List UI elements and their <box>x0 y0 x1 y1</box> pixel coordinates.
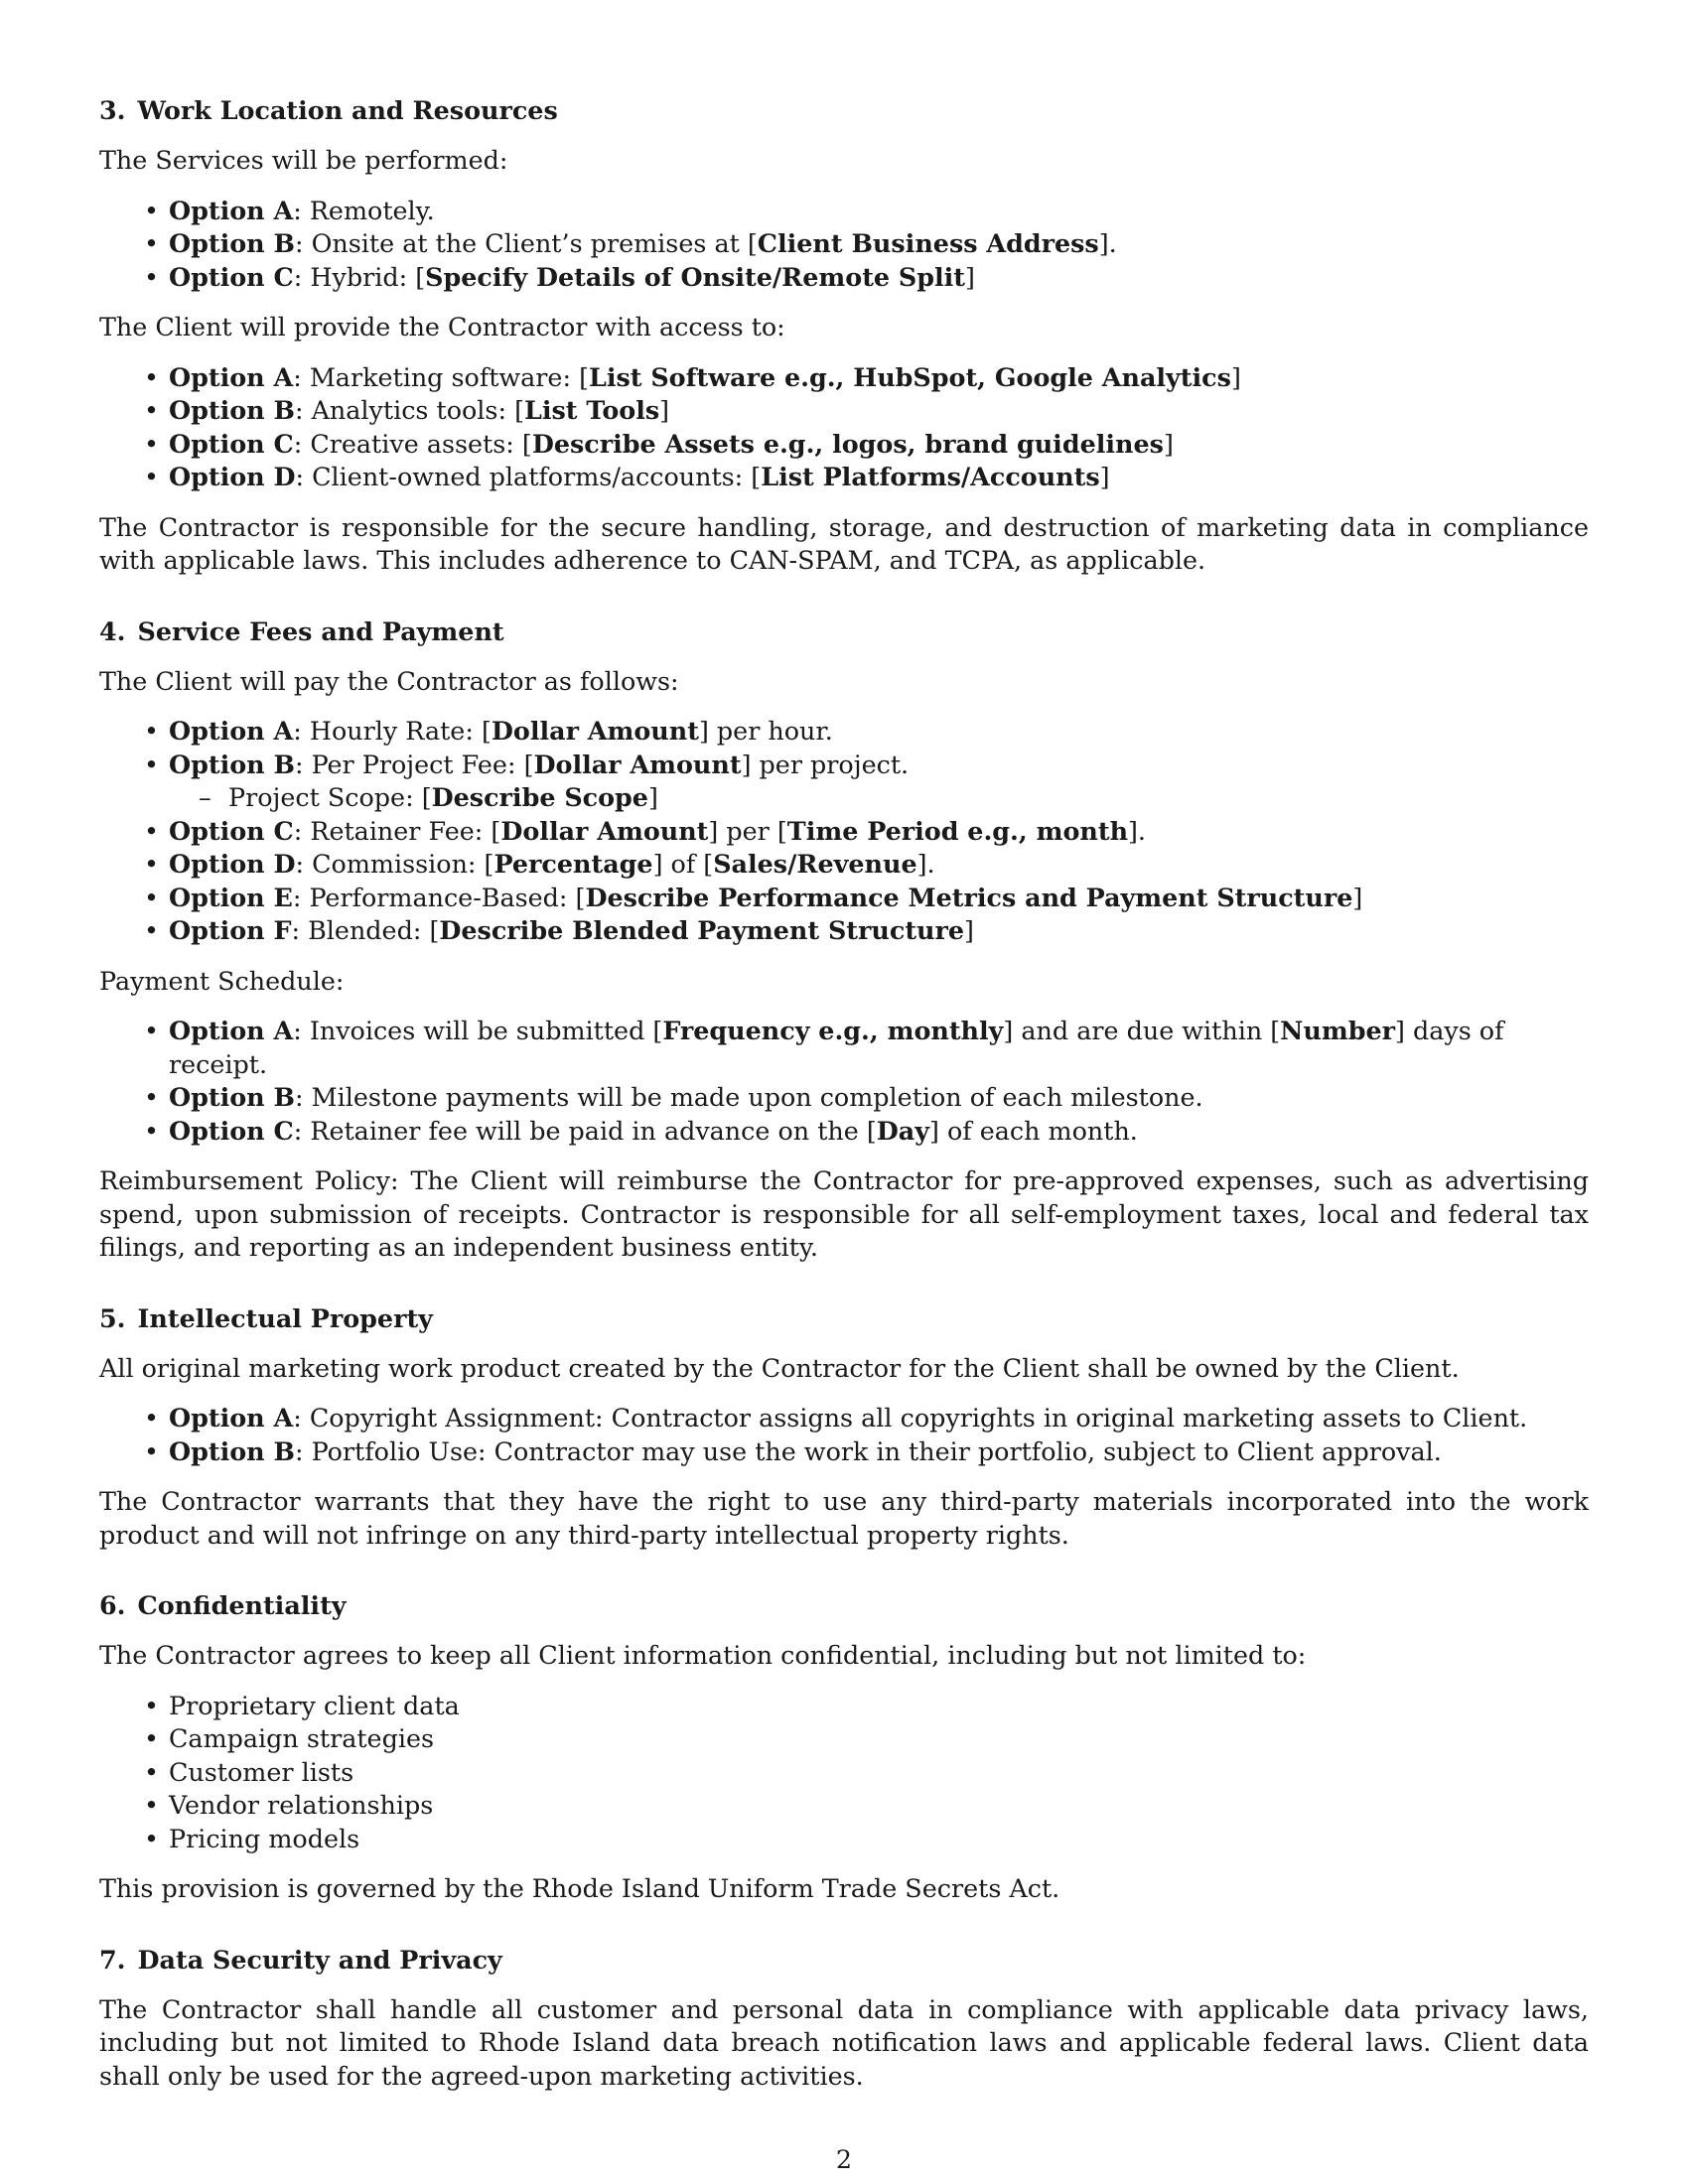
option-item <box>169 1402 1589 1435</box>
option-item <box>169 394 1589 428</box>
section-intro-secondary: The Client will provide the Contractor with access to: <box>99 312 785 341</box>
section-title: Work Location and Resources <box>137 95 558 125</box>
section-intro: The Contractor agrees to keep all Client information confidential, including but not limited to: <box>99 1640 1307 1670</box>
section-6 <box>99 1589 1589 1906</box>
section-7 <box>99 1944 1589 2094</box>
option-label: Option D <box>169 849 296 879</box>
option-item <box>169 261 1589 295</box>
item-list <box>99 1690 1589 1856</box>
list-item: • Customer lists <box>169 1756 1589 1790</box>
option-text: : Remotely. <box>293 195 435 225</box>
option-text: : Copyright Assignment: Contractor assigns all copyrights in original marketing assets to Client. <box>293 1403 1528 1433</box>
option-list <box>99 1402 1589 1468</box>
section-3 <box>99 94 1589 578</box>
option-label: Option C <box>169 815 294 846</box>
option-label: Option C <box>169 261 294 292</box>
option-list <box>99 361 1589 494</box>
option-label: Option A <box>169 1403 294 1433</box>
placeholder-field: Dollar Amount <box>500 815 709 846</box>
option-label: Option B <box>169 1082 295 1112</box>
placeholder-field: List Software e.g., HubSpot, Google Analytics <box>588 361 1231 392</box>
section-heading <box>99 615 1589 648</box>
option-item <box>169 715 1589 749</box>
placeholder-field: List Platforms/Accounts <box>761 462 1100 491</box>
sub-item <box>228 781 1589 815</box>
list-item: • Vendor relationships <box>169 1789 1589 1823</box>
placeholder-field: Describe Performance Metrics and Payment Structure <box>585 882 1353 912</box>
option-label: Option A <box>169 195 294 225</box>
section-intro: The Client will pay the Contractor as follows: <box>99 665 679 696</box>
option-label: Option C <box>169 428 294 459</box>
option-text: : Marketing software: [ <box>293 361 589 392</box>
option-label: Option A <box>169 1016 294 1045</box>
option-text: : Commission: [ <box>295 849 494 879</box>
option-item <box>169 461 1589 494</box>
section-title: Intellectual Property <box>137 1302 433 1333</box>
list-item: • Campaign strategies <box>169 1722 1589 1756</box>
document-page <box>99 94 1589 2130</box>
option-text: : Hybrid: [ <box>293 261 426 292</box>
page-number: 2 <box>835 2144 853 2174</box>
placeholder-field: Day <box>876 1115 929 1146</box>
option-list <box>99 1015 1589 1148</box>
option-text: ] <box>1099 462 1110 491</box>
option-item <box>169 195 1589 228</box>
placeholder-field: Describe Blended Payment Structure <box>439 915 965 945</box>
option-item <box>169 428 1589 462</box>
option-label: Option B <box>169 395 295 425</box>
option-text: : Portfolio Use: Contractor may use the work in their portfolio, subject to Client approval. <box>294 1435 1442 1466</box>
placeholder-field: Specify Details of Onsite/Remote Split <box>425 261 966 292</box>
placeholder-field: Frequency e.g., monthly <box>662 1016 1004 1045</box>
option-text: ] <box>964 915 974 945</box>
option-text: : Invoices will be submitted [ <box>293 1016 663 1045</box>
section-closing: The Contractor warrants that they have the right to use any third-party materials incorporated into the work product and will not infringe on any third-party intellectual property rights. <box>99 1486 1589 1550</box>
option-label: Option A <box>169 716 294 746</box>
section-number: 4. <box>99 615 126 646</box>
option-item <box>169 882 1589 915</box>
option-text: : Analytics tools: [ <box>294 395 524 425</box>
placeholder-field: Sales/Revenue <box>713 849 917 879</box>
section-title: Data Security and Privacy <box>137 1944 502 1975</box>
placeholder-field: Dollar Amount <box>491 716 699 746</box>
option-label: Option E <box>169 882 293 912</box>
placeholder-field: Client Business Address <box>757 228 1099 258</box>
option-text: ] per project. <box>741 749 910 779</box>
placeholder-field: Describe Scope <box>431 782 648 812</box>
section-number: 5. <box>99 1302 126 1333</box>
option-label: Option F <box>169 915 292 945</box>
section-title: Service Fees and Payment <box>137 615 504 646</box>
section-intro: The Services will be performed: <box>99 145 508 175</box>
section-closing: This provision is governed by the Rhode Island Uniform Trade Secrets Act. <box>99 1873 1060 1903</box>
placeholder-field: List Tools <box>523 395 660 425</box>
sub-list <box>169 781 1589 815</box>
section-number: 7. <box>99 1944 126 1975</box>
option-list <box>99 715 1589 948</box>
list-item: • Pricing models <box>169 1823 1589 1856</box>
option-text: ]. <box>1098 228 1117 258</box>
section-closing: The Contractor is responsible for the secure handling, storage, and destruction of marketing data in compliance with applicable laws. This includes adherence to CAN-SPAM, and TCPA, as applicable. <box>99 511 1589 575</box>
option-text: ] <box>647 782 658 812</box>
option-text: ] of [ <box>652 849 714 879</box>
placeholder-field: Dollar Amount <box>533 749 742 779</box>
option-item <box>169 1115 1589 1149</box>
section-title: Confidentiality <box>137 1590 347 1620</box>
option-text: : Blended: [ <box>291 915 440 945</box>
placeholder-field: Time Period e.g., month <box>786 815 1129 846</box>
option-label: Option C <box>169 1115 294 1146</box>
option-item <box>169 749 1589 815</box>
option-text: ] <box>965 261 975 292</box>
section-intro: All original marketing work product created by the Contractor for the Client shall be owned by the Client. <box>99 1352 1460 1383</box>
option-text: ] <box>659 395 670 425</box>
section-heading <box>99 1589 1589 1622</box>
placeholder-field: Percentage <box>493 849 653 879</box>
section-number: 3. <box>99 95 126 125</box>
section-5 <box>99 1302 1589 1553</box>
option-text: : Onsite at the Client’s premises at [ <box>294 228 758 258</box>
option-label: Option B <box>169 749 295 779</box>
option-text: ] <box>1163 428 1174 459</box>
placeholder-field: Number <box>1280 1016 1395 1045</box>
option-label: Option A <box>169 361 294 392</box>
option-item <box>169 914 1589 948</box>
option-label: Option B <box>169 228 295 258</box>
option-item <box>169 815 1589 849</box>
option-text: : Performance-Based: [ <box>292 882 586 912</box>
option-text: : Per Project Fee: [ <box>294 749 534 779</box>
section-intro-secondary: Payment Schedule: <box>99 965 345 996</box>
option-text: ] of each month. <box>928 1115 1138 1146</box>
option-text: ] <box>1352 882 1363 912</box>
option-list <box>99 195 1589 295</box>
option-item <box>169 1435 1589 1469</box>
option-text: : Retainer fee will be paid in advance on the [ <box>293 1115 877 1146</box>
option-item <box>169 848 1589 882</box>
option-text: ] and are due within [ <box>1003 1016 1281 1045</box>
option-text: : Client-owned platforms/accounts: [ <box>295 462 762 491</box>
section-closing: Reimbursement Policy: The Client will reimburse the Contractor for pre-approved expenses, such as advertising spend, upon submission of receipts. Contractor is responsible for all self-employment taxes, local and federal tax filings, and reporting as an independent business entity. <box>99 1165 1589 1262</box>
placeholder-field: Describe Assets e.g., logos, brand guidelines <box>531 428 1164 459</box>
option-text: ] <box>1230 361 1241 392</box>
section-heading <box>99 1944 1589 1977</box>
list-item: • Proprietary client data <box>169 1690 1589 1723</box>
option-text: ]. <box>916 849 935 879</box>
option-text: : Retainer Fee: [ <box>293 815 501 846</box>
option-label: Option B <box>169 1435 295 1466</box>
option-text: ]. <box>1128 815 1147 846</box>
option-text: ] days of receipt. <box>169 1016 1504 1079</box>
section-heading <box>99 94 1589 127</box>
option-text: Project Scope: [ <box>228 782 432 812</box>
option-text: : Milestone payments will be made upon completion of each milestone. <box>294 1082 1203 1112</box>
section-closing: The Contractor shall handle all customer and personal data in compliance with applicable data privacy laws, including but not limited to Rhode Island data breach notification laws and applicable federal laws. Client data shall only be used for the agreed-upon marketing activities. <box>99 1993 1589 2091</box>
option-item <box>169 1015 1589 1081</box>
section-number: 6. <box>99 1590 126 1620</box>
option-text: ] per [ <box>708 815 787 846</box>
option-item <box>169 361 1589 395</box>
option-label: Option D <box>169 462 296 491</box>
option-text: : Hourly Rate: [ <box>293 716 492 746</box>
section-heading <box>99 1302 1589 1335</box>
option-text: ] per hour. <box>698 716 833 746</box>
option-item <box>169 1081 1589 1115</box>
section-4 <box>99 615 1589 1265</box>
option-text: : Creative assets: [ <box>293 428 532 459</box>
option-item <box>169 227 1589 261</box>
